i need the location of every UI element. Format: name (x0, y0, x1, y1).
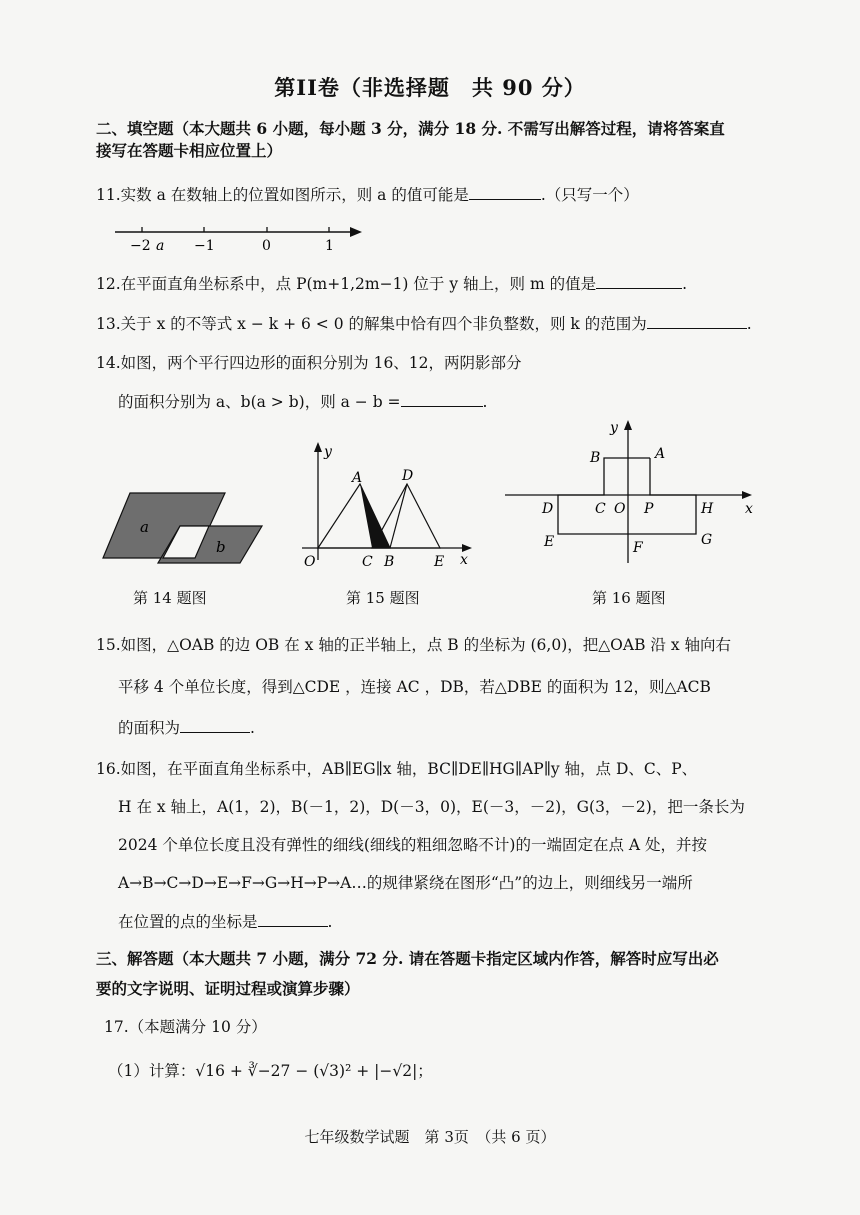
q16-line2: H 在 x 轴上，A(1，2)，B(－1，2)，D(－3，0)，E(－3，－2)，G(3，－2)，把一条长为 (118, 798, 745, 816)
label-x: x (745, 501, 753, 517)
x-arrow-icon (462, 544, 472, 552)
section-heading-line2: 接写在答题卡相应位置上） (96, 141, 283, 160)
label-G: G (701, 532, 713, 548)
label-E: E (544, 534, 555, 550)
question-15 (96, 634, 776, 656)
section3-heading-line1: 三、解答题（本大题共 7 小题，满分 72 分. 请在答题卡指定区域内作答，解答时应写出必 (96, 949, 719, 968)
question-14 (96, 352, 776, 374)
label-C: C (362, 554, 373, 570)
question-13 (96, 312, 776, 335)
label-B: B (590, 450, 601, 466)
q15-line1: 15.如图，△OAB 的边 OB 在 x 轴的正半轴上，点 B 的坐标为 (6,0)，把△OAB 沿 x 轴向右 (96, 636, 731, 654)
q16-line5-end: . (327, 913, 333, 931)
label-A: A (352, 470, 363, 486)
q17-part1-label: （1）计算： (108, 1062, 196, 1080)
label-O: O (304, 554, 316, 570)
label-O: O (614, 501, 626, 517)
question-15-line3 (118, 716, 798, 739)
section3-heading-line2: 要的文字说明、证明过程或演算步骤） (96, 979, 360, 998)
q14-line2: 的面积分别为 a、b(a > b)，则 a − b = (118, 393, 401, 411)
caption-fig14: 第 14 题图 (133, 589, 207, 607)
question-17-part1 (108, 1060, 788, 1082)
question-16-line5 (118, 910, 798, 933)
answer-blank[interactable] (401, 390, 483, 407)
q15-line3-end: . (250, 719, 255, 737)
q17-part1-expression: √16 + ∛−27 − (√3)² + |−√2|； (195, 1062, 433, 1080)
caption-fig16: 第 16 题图 (592, 589, 666, 607)
tick-label-0: 0 (262, 238, 271, 254)
label-P: P (644, 501, 654, 517)
label-D: D (402, 468, 414, 484)
tick-label-a: a (156, 238, 165, 254)
q15-line3: 的面积为 (118, 719, 181, 737)
tick-label-neg1: −1 (194, 238, 215, 254)
q13-text: 13.关于 x 的不等式 x − k + 6 < 0 的解集中恰有四个非负整数，则 k 的范围为 (96, 315, 647, 333)
label-a: a (140, 518, 149, 536)
answer-blank[interactable] (596, 272, 682, 289)
page-title: 第II卷（非选择题 共 90 分） (274, 75, 586, 100)
answer-blank[interactable] (469, 183, 541, 200)
question-15-line2 (118, 676, 798, 698)
y-arrow-icon (314, 442, 322, 452)
y-arrow-icon (624, 420, 632, 430)
tick-label-1: 1 (325, 238, 334, 254)
question-16 (96, 758, 776, 780)
label-y: y (610, 420, 618, 436)
label-H: H (701, 501, 714, 517)
label-C: C (595, 501, 606, 517)
answer-blank[interactable] (180, 716, 250, 733)
answer-blank[interactable] (647, 312, 747, 329)
arrow-head-icon (350, 227, 362, 237)
figure-16 (500, 418, 760, 568)
question-17-title: 17.（本题满分 10 分） (104, 1018, 267, 1036)
question-11 (96, 183, 776, 206)
convex-shape-outline (558, 458, 696, 534)
q14-line2-end: . (482, 393, 488, 411)
question-14-cont (118, 390, 798, 413)
label-A: A (655, 446, 666, 462)
number-line-figure (110, 218, 370, 254)
label-B: B (384, 554, 395, 570)
question-16-line4 (118, 872, 798, 894)
q12-text-end: . (682, 275, 688, 293)
q16-line4: A→B→C→D→E→F→G→H→P→A…的规律紧绕在图形“凸”的边上，则细线另一端所 (118, 874, 693, 892)
q12-text: 12.在平面直角坐标系中，点 P(m+1,2m−1) 位于 y 轴上，则 m 的值是 (96, 275, 597, 293)
x-arrow-icon (742, 491, 752, 499)
shaded-triangle-ACB (360, 484, 390, 548)
question-12 (96, 272, 776, 295)
label-E: E (434, 554, 445, 570)
q11-text: 11.实数 a 在数轴上的位置如图所示，则 a 的值可能是 (96, 186, 469, 204)
q16-line1: 16.如图，在平面直角坐标系中，AB∥EG∥x 轴，BC∥DE∥HG∥AP∥y 轴，点 D、C、P、 (96, 760, 698, 778)
label-D: D (542, 501, 554, 517)
question-16-line3 (118, 834, 798, 856)
label-F: F (633, 540, 643, 556)
label-b: b (216, 538, 226, 556)
caption-fig15: 第 15 题图 (346, 589, 420, 607)
tick-label-neg2: −2 (130, 238, 151, 254)
q16-line3: 2024 个单位长度且没有弹性的细线(细线的粗细忽略不计)的一端固定在点 A 处，并按 (118, 836, 708, 854)
q13-text-end: . (746, 315, 752, 333)
q16-line5: 在位置的点的坐标是 (118, 913, 258, 931)
figure-14 (100, 488, 270, 568)
section-heading-line1: 二、填空题（本大题共 6 小题，每小题 3 分，满分 18 分. 不需写出解答过程，请将答案直 (96, 119, 725, 138)
figure-15 (292, 440, 482, 580)
answer-blank[interactable] (258, 910, 328, 927)
page-footer: 七年级数学试题 第 3页 （共 6 页） (304, 1128, 556, 1146)
q14-line1: 14.如图，两个平行四边形的面积分别为 16、12，两阴影部分 (96, 354, 522, 372)
section-heading-3 (96, 948, 776, 1000)
section-heading (96, 118, 776, 162)
label-y: y (324, 444, 332, 460)
question-16-line2 (118, 796, 798, 818)
label-x: x (460, 552, 468, 568)
q11-text-end: .（只写一个） (540, 186, 639, 204)
q15-line2: 平移 4 个单位长度，得到△CDE ，连接 AC ，DB，若△DBE 的面积为 12，则△ACB (118, 678, 711, 696)
